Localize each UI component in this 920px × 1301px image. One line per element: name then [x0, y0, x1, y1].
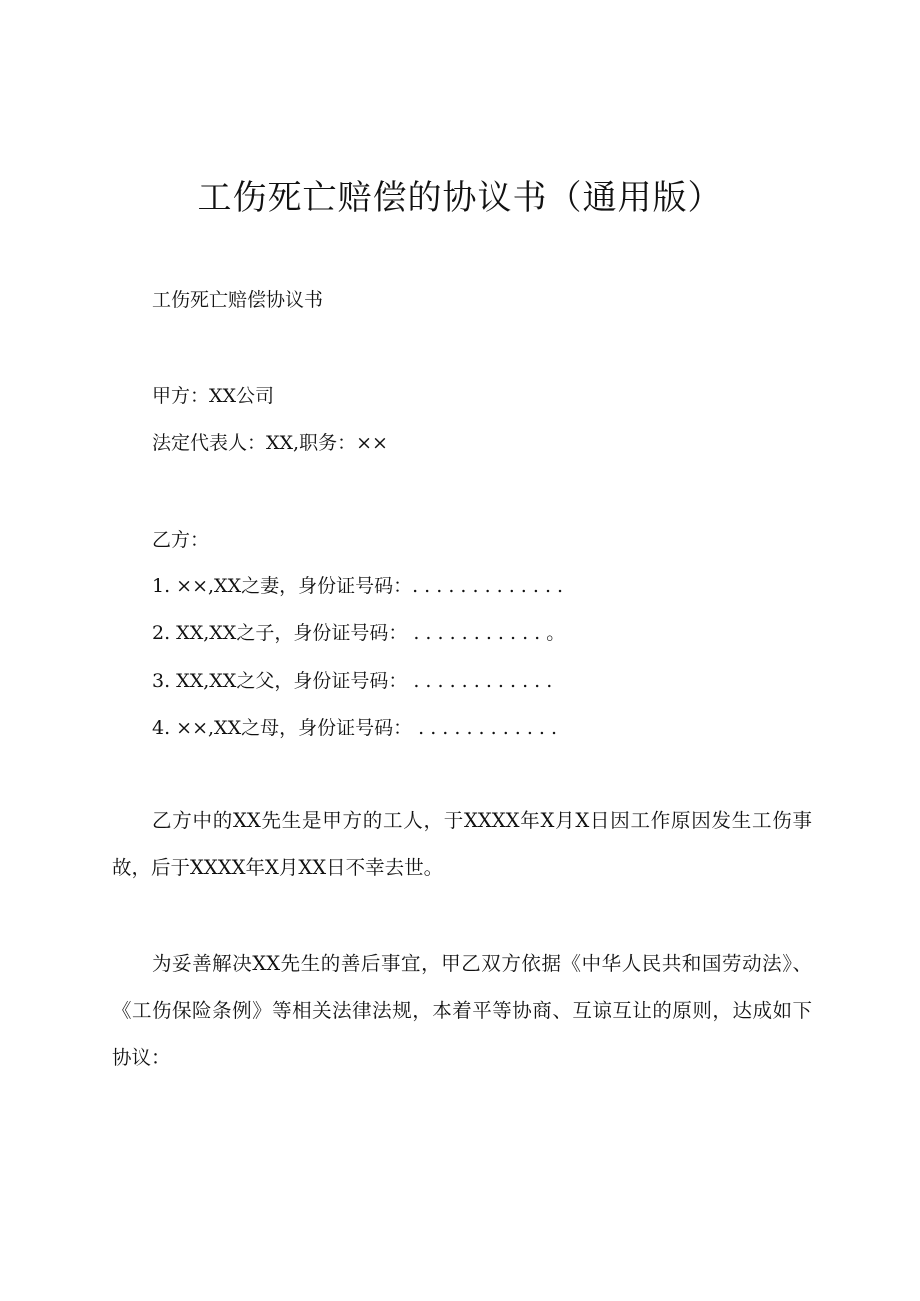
document-title: 工伤死亡赔偿的协议书（通用版）: [197, 178, 723, 218]
document-subtitle: 工伤死亡赔偿协议书: [152, 289, 324, 311]
party-a-representative: 法定代表人：XX,职务：××: [152, 432, 388, 454]
party-b-heading: 乙方：: [152, 529, 210, 551]
party-b-member-1: 1. ××,XX之妻，身份证号码：. . . . . . . . . . . . .: [152, 575, 564, 597]
accident-paragraph: 乙方中的XX先生是甲方的工人，于XXXX年X月X日因工作原因发生工伤事故，后于XXXX年X月XX日不幸去世。: [112, 809, 812, 879]
party-b-member-3: 3. XX,XX之父，身份证号码： . . . . . . . . . . . .: [152, 670, 553, 692]
agreement-basis-paragraph: 为妥善解决XX先生的善后事宜，甲乙双方依据《中华人民共和国劳动法》、《工伤保险条例》等相关法律法规，本着平等协商、互谅互让的原则，达成如下协议：: [112, 952, 812, 1069]
party-b-member-4: 4. ××,XX之母，身份证号码： . . . . . . . . . . . .: [152, 717, 558, 739]
party-a-name: 甲方：XX公司: [152, 385, 275, 407]
party-b-member-2: 2. XX,XX之子，身份证号码： . . . . . . . . . . . 。: [152, 622, 566, 644]
